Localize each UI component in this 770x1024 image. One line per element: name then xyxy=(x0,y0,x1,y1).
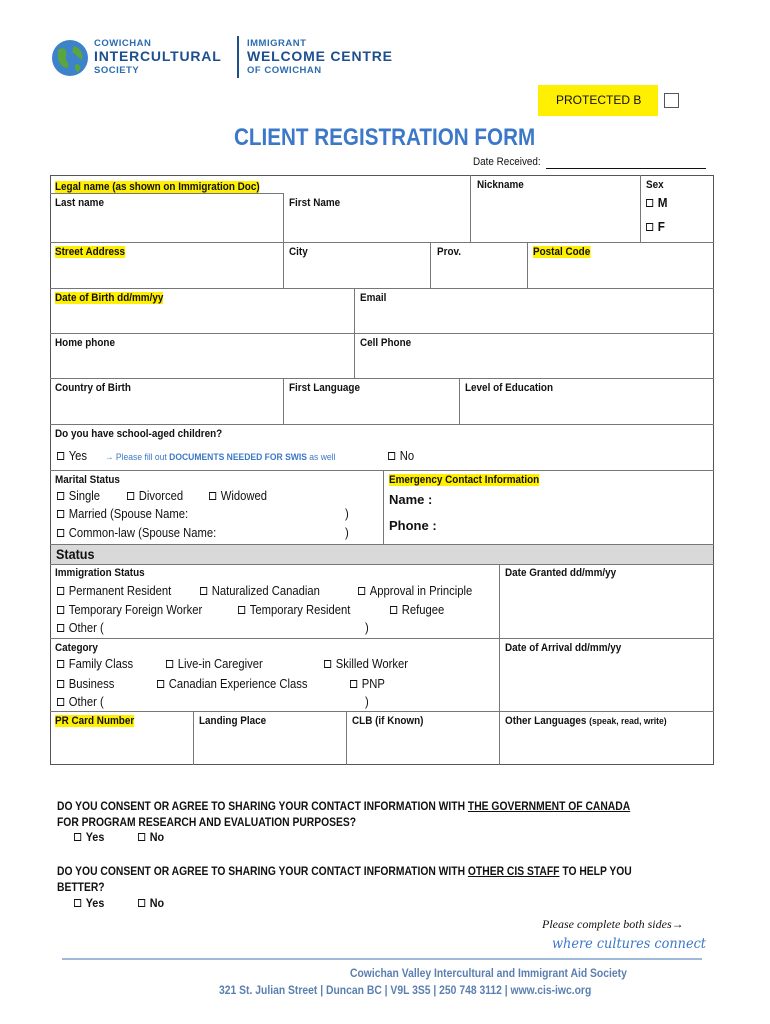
checkbox-icon xyxy=(127,492,134,500)
ec-name-label: Name : xyxy=(389,492,433,507)
yes-label: Yes xyxy=(68,449,88,463)
checkbox-icon xyxy=(57,606,64,614)
country-of-birth-label: Country of Birth xyxy=(55,382,131,394)
no-label: No xyxy=(399,449,415,463)
col-divider xyxy=(527,242,528,288)
col-divider xyxy=(499,564,500,765)
postal-code-label: Postal Code xyxy=(533,246,591,258)
sex-f-checkbox[interactable] xyxy=(646,219,665,234)
category-business[interactable] xyxy=(57,677,114,691)
category-other-close-paren: ) xyxy=(365,695,369,709)
consent-2-no[interactable] xyxy=(138,896,164,910)
sex-label: Sex xyxy=(646,179,664,191)
city-label: City xyxy=(289,246,308,258)
row-divider xyxy=(50,378,714,379)
consent-q1-line2: FOR PROGRAM RESEARCH AND EVALUATION PURPOSES? xyxy=(57,815,357,829)
footer-tagline: where cultures connect xyxy=(552,936,706,952)
ec-phone-label: Phone : xyxy=(389,518,437,533)
date-received-field[interactable] xyxy=(546,168,706,169)
last-name-label: Last name xyxy=(55,197,104,209)
category-skilled-worker[interactable] xyxy=(324,657,408,671)
col-divider xyxy=(383,470,384,544)
checkbox-icon xyxy=(138,899,145,907)
married-close-paren: ) xyxy=(345,507,349,521)
marital-status-label: Marital Status xyxy=(55,474,120,486)
checkbox-icon xyxy=(57,452,64,460)
checkbox-icon xyxy=(646,223,653,231)
refugee-label: Refugee xyxy=(401,603,445,617)
logo-divider xyxy=(237,36,239,78)
home-phone-label: Home phone xyxy=(55,337,115,349)
divorced-label: Divorced xyxy=(138,489,184,503)
landing-place-label: Landing Place xyxy=(199,715,267,727)
category-other-label: Other ( xyxy=(68,695,104,709)
consent-q1-text: DO YOU CONSENT OR AGREE TO SHARING YOUR CONTACT INFORMATION WITH xyxy=(57,799,468,813)
clb-label: CLB (if Known) xyxy=(352,715,424,727)
status-header-bar xyxy=(51,545,713,564)
checkbox-icon xyxy=(74,833,81,841)
consent-1-no-label: No xyxy=(149,830,165,844)
consent-q2-post: TO HELP YOU xyxy=(559,864,632,878)
cell-phone-label: Cell Phone xyxy=(360,337,412,349)
immigration-status-label: Immigration Status xyxy=(55,567,145,579)
checkbox-icon xyxy=(57,529,64,537)
consent-2-yes[interactable] xyxy=(74,896,104,910)
marital-divorced[interactable] xyxy=(127,489,183,503)
widowed-label: Widowed xyxy=(220,489,267,503)
other-languages-label xyxy=(505,715,667,727)
emergency-contact-label: Emergency Contact Information xyxy=(389,474,540,486)
checkbox-icon xyxy=(238,606,245,614)
category-canadian-experience-class[interactable] xyxy=(157,677,308,691)
checkbox-icon xyxy=(166,660,173,668)
row-divider xyxy=(50,424,714,425)
consent-1-yes[interactable] xyxy=(74,830,104,844)
date-granted-label: Date Granted dd/mm/yy xyxy=(505,567,617,579)
complete-both-sides-note: Please complete both sides→ xyxy=(542,917,684,931)
other-languages-note: (speak, read, write) xyxy=(589,716,667,727)
col-divider xyxy=(430,242,431,288)
swis-note-prefix: → Please fill out xyxy=(105,452,170,463)
col-divider xyxy=(283,242,284,288)
permanent-resident-label: Permanent Resident xyxy=(68,584,172,598)
col-divider xyxy=(193,711,194,765)
canadian-experience-class-label: Canadian Experience Class xyxy=(168,677,308,691)
marital-single[interactable] xyxy=(57,489,100,503)
checkbox-icon xyxy=(200,587,207,595)
pnp-label: PNP xyxy=(361,677,385,691)
sex-m-checkbox[interactable] xyxy=(646,195,667,210)
org2-line2: WELCOME CENTRE xyxy=(247,48,393,64)
checkbox-icon xyxy=(57,510,64,518)
dob-label: Date of Birth dd/mm/yy xyxy=(55,292,164,304)
col-divider xyxy=(470,175,471,242)
col-divider xyxy=(459,378,460,424)
row-divider xyxy=(50,333,714,334)
date-of-arrival-label: Date of Arrival dd/mm/yy xyxy=(505,642,622,654)
first-name-label: First Name xyxy=(289,197,341,209)
checkbox-icon xyxy=(74,899,81,907)
other-languages-text: Other Languages xyxy=(505,715,587,727)
date-received-label: Date Received: xyxy=(473,156,541,168)
checkbox-icon xyxy=(388,452,395,460)
checkbox-icon xyxy=(138,833,145,841)
swis-note-suffix: as well xyxy=(306,452,336,463)
nickname-label: Nickname xyxy=(477,179,524,191)
row-divider xyxy=(50,564,714,565)
category-live-in-caregiver[interactable] xyxy=(166,657,263,671)
temporary-foreign-worker-label: Temporary Foreign Worker xyxy=(68,603,203,617)
col-divider xyxy=(283,378,284,424)
status-naturalized-canadian[interactable] xyxy=(200,584,320,598)
sex-m-label: M xyxy=(657,195,668,210)
org1-line1: COWICHAN xyxy=(94,38,152,49)
checkbox-icon xyxy=(350,680,357,688)
category-family-class[interactable] xyxy=(57,657,133,671)
org2-line1: IMMIGRANT xyxy=(247,38,307,49)
legal-name-label: Legal name (as shown on Immigration Doc) xyxy=(55,181,260,193)
checkbox-icon xyxy=(324,660,331,668)
checkbox-icon xyxy=(57,492,64,500)
swis-note-bold: DOCUMENTS NEEDED FOR SWIS xyxy=(169,452,307,463)
org-logo xyxy=(50,36,420,80)
consent-question-2 xyxy=(57,863,632,895)
checkbox-icon xyxy=(646,199,653,207)
marital-common-law[interactable] xyxy=(57,526,216,540)
footer-org-name: Cowichan Valley Intercultural and Immigrant Aid Society xyxy=(350,968,627,980)
category-pnp[interactable] xyxy=(350,677,385,691)
marital-widowed[interactable] xyxy=(209,489,267,503)
footer-address: 321 St. Julian Street | Duncan BC | V9L 3S5 | 250 748 3112 | www.cis-iwc.org xyxy=(219,985,592,997)
checkbox-icon xyxy=(57,698,64,706)
row-divider xyxy=(50,638,714,639)
level-of-education-label: Level of Education xyxy=(465,382,554,394)
naturalized-canadian-label: Naturalized Canadian xyxy=(211,584,320,598)
category-label: Category xyxy=(55,642,98,654)
name-header-divider xyxy=(50,193,284,194)
consent-q1-underlined: THE GOVERNMENT OF CANADA xyxy=(467,799,631,813)
checkbox-icon xyxy=(209,492,216,500)
married-label: Married (Spouse Name: xyxy=(68,507,189,521)
common-law-close-paren: ) xyxy=(345,526,349,540)
checkbox-icon xyxy=(57,660,64,668)
checkbox-icon xyxy=(390,606,397,614)
category-other[interactable] xyxy=(57,695,104,709)
row-divider xyxy=(50,242,714,243)
col-divider xyxy=(640,175,641,242)
consent-1-no[interactable] xyxy=(138,830,164,844)
status-approval-in-principle[interactable] xyxy=(358,584,472,598)
col-divider xyxy=(283,193,284,242)
prov-label: Prov. xyxy=(437,246,462,258)
business-label: Business xyxy=(68,677,115,691)
sex-f-label: F xyxy=(657,219,665,234)
consent-1-yes-label: Yes xyxy=(85,830,105,844)
consent-q2-text: DO YOU CONSENT OR AGREE TO SHARING YOUR CONTACT INFORMATION WITH xyxy=(57,864,468,878)
row-divider xyxy=(50,288,714,289)
org2-line3: OF COWICHAN xyxy=(247,65,322,76)
checkbox-icon xyxy=(57,587,64,595)
status-section-title: Status xyxy=(56,546,95,562)
school-children-no[interactable] xyxy=(388,449,414,463)
protected-checkbox[interactable] xyxy=(664,93,679,108)
single-label: Single xyxy=(68,489,100,503)
form-title: CLIENT REGISTRATION FORM xyxy=(234,124,536,151)
first-language-label: First Language xyxy=(289,382,360,394)
consent-2-yes-label: Yes xyxy=(85,896,105,910)
row-divider xyxy=(50,470,714,471)
row-divider xyxy=(50,711,714,712)
family-class-label: Family Class xyxy=(68,657,134,671)
status-refugee[interactable] xyxy=(390,603,444,617)
status-temporary-foreign-worker[interactable] xyxy=(57,603,202,617)
status-other-close-paren: ) xyxy=(365,621,369,635)
footer-rule xyxy=(62,958,702,960)
org1-line3: SOCIETY xyxy=(94,65,140,76)
status-other[interactable] xyxy=(57,621,104,635)
protected-label: PROTECTED B xyxy=(556,93,642,107)
checkbox-icon xyxy=(157,680,164,688)
consent-q2-underlined: OTHER CIS STAFF xyxy=(467,864,560,878)
live-in-caregiver-label: Live-in Caregiver xyxy=(177,657,263,671)
email-label: Email xyxy=(360,292,387,304)
pr-card-number-label: PR Card Number xyxy=(55,715,135,727)
marital-married[interactable] xyxy=(57,507,188,521)
checkbox-icon xyxy=(57,624,64,632)
status-temporary-resident[interactable] xyxy=(238,603,350,617)
checkbox-icon xyxy=(358,587,365,595)
approval-in-principle-label: Approval in Principle xyxy=(369,584,473,598)
consent-2-no-label: No xyxy=(149,896,165,910)
globe-icon xyxy=(50,38,90,78)
common-law-label: Common-law (Spouse Name: xyxy=(68,526,217,540)
col-divider xyxy=(346,711,347,765)
col-divider xyxy=(354,288,355,378)
status-permanent-resident[interactable] xyxy=(57,584,171,598)
swis-note xyxy=(105,452,335,463)
consent-q2-line2: BETTER? xyxy=(57,880,105,894)
consent-question-1 xyxy=(57,798,630,830)
street-address-label: Street Address xyxy=(55,246,126,258)
status-other-label: Other ( xyxy=(68,621,104,635)
org1-line2: INTERCULTURAL xyxy=(94,48,222,64)
temporary-resident-label: Temporary Resident xyxy=(249,603,351,617)
school-children-yes[interactable] xyxy=(57,449,87,463)
skilled-worker-label: Skilled Worker xyxy=(335,657,409,671)
school-children-question: Do you have school-aged children? xyxy=(55,428,223,440)
checkbox-icon xyxy=(57,680,64,688)
